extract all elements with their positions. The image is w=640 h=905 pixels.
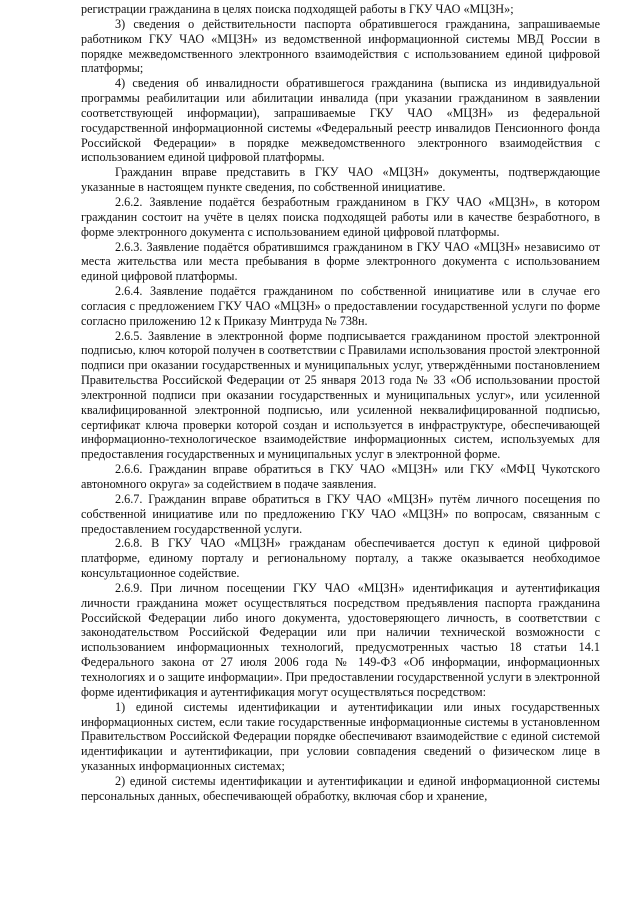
paragraph-2-6-6: 2.6.6. Гражданин вправе обратиться в ГКУ ЧАО «МЦЗН» или ГКУ «МФЦ Чукотского автономного округа» за содействием в подаче заявления. [81,462,600,491]
paragraph-2-6-2: 2.6.2. Заявление подаётся безработным гражданином в ГКУ ЧАО «МЦЗН», в котором гражданин состоит на учёте в целях поиска подходящей работы или в качестве безработного, в форме электронного документа с использованием единой цифровой платформы. [81,194,600,239]
paragraph-2-6-4: 2.6.4. Заявление подаётся гражданином по собственной инициативе или в случае его согласия с предложением ГКУ ЧАО «МЦЗН» о предоставлении государственной услуги по форме согласно приложению 12 к Приказу Минтруда № 738н. [81,284,600,328]
paragraph-registration-end: регистрации гражданина в целях поиска подходящей работы в ГКУ ЧАО «МЦЗН»; [81,2,514,16]
paragraph-passport-validity: 3) сведения о действительности паспорта обратившегося гражданина, запрашиваемые работником ГКУ ЧАО «МЦЗН» из ведомственной информационной системы МВД России в порядке межведомственного электронного взаимодействия с использованием единой цифровой платформы; [81,16,600,76]
paragraph-2-6-3: 2.6.3. Заявление подаётся обратившимся гражданином в ГКУ ЧАО «МЦЗН» независимо от места жительства или места пребывания в форме электронного документа с использованием единой цифровой платформы. [81,239,600,284]
paragraph-identification-item-1: 1) единой системы идентификации и аутентификации или иных государственных информационных систем, если такие государственные информационные системы в установленном Правительством Российской Федерации порядке обеспечивают взаимодействие с единой системой идентификации и аутентификации, при условии совпадения сведений о физическом лице в указанных информационных системах; [81,699,600,774]
paragraph-2-6-7: 2.6.7. Гражданин вправе обратиться в ГКУ ЧАО «МЦЗН» путём личного посещения по собственной инициативе или по предложению ГКУ ЧАО «МЦЗН» по вопросам, связанным с предоставлением государственной услуги. [81,491,600,536]
paragraph-identification-item-2: 2) единой системы идентификации и аутентификации и единой информационной системы персональных данных, обеспечивающей обработку, включая сбор и хранение, [81,773,600,803]
paragraph-2-6-9: 2.6.9. При личном посещении ГКУ ЧАО «МЦЗН» идентификация и аутентификация личности гражданина может осуществляться посредством предъявления паспорта гражданина Российской Федерации либо иного документа, удостоверяющего личность, в соответствии с законодательством Российской Федерации или при наличии технической возможности с использованием информационных технологий, предусмотренных частью 18 статьи 14.1 Федерального закона от 27 июля 2006 года № 149-ФЗ «Об информации, информационных технологиях и о защите информации». При предоставлении государственной услуги в электронной форме идентификация и аутентификация могут осуществляться посредством: [81,580,600,699]
paragraph-2-6-8: 2.6.8. В ГКУ ЧАО «МЦЗН» гражданам обеспечивается доступ к единой цифровой платформе, единому порталу и региональному порталу, а также оказывается необходимое консультационное содействие. [81,536,600,581]
paragraph-disability-info: 4) сведения об инвалидности обратившегося гражданина (выписка из индивидуальной программы реабилитации или абилитации инвалида (при указании гражданином в заявлении соответствующей информации), запрашиваемые ГКУ ЧАО «МЦЗН» из федеральной государственной информационной системы «Федеральный реестр инвалидов Пенсионного фонда Российской Федерации» в порядке межведомственного электронного взаимодействия с использованием единой цифровой платформы. [81,76,600,165]
paragraph-2-6-5: 2.6.5. Заявление в электронной форме подписывается гражданином простой электронной подписью, ключ которой получен в соответствии с Правилами использования простой электронной подписи при оказании государственных и муниципальных услуг, утверждёнными постановлением Правительства Российской Федерации от 25 января 2013 года № 33 «Об использовании простой электронной подписи при оказании государственных и муниципальных услуг», или усиленной квалифицированной электронной подписью, или усиленной неквалифицированной подписью, сертификат ключа проверки которой создан и используется в инфраструктуре, обеспечивающей информационно-технологическое взаимодействие информационных систем, используемых для предоставления государственных и муниципальных услуг в электронной форме. [81,328,600,462]
paragraph-citizen-right: Гражданин вправе представить в ГКУ ЧАО «МЦЗН» документы, подтверждающие указанные в настоящем пункте сведения, по собственной инициативе. [81,165,600,195]
